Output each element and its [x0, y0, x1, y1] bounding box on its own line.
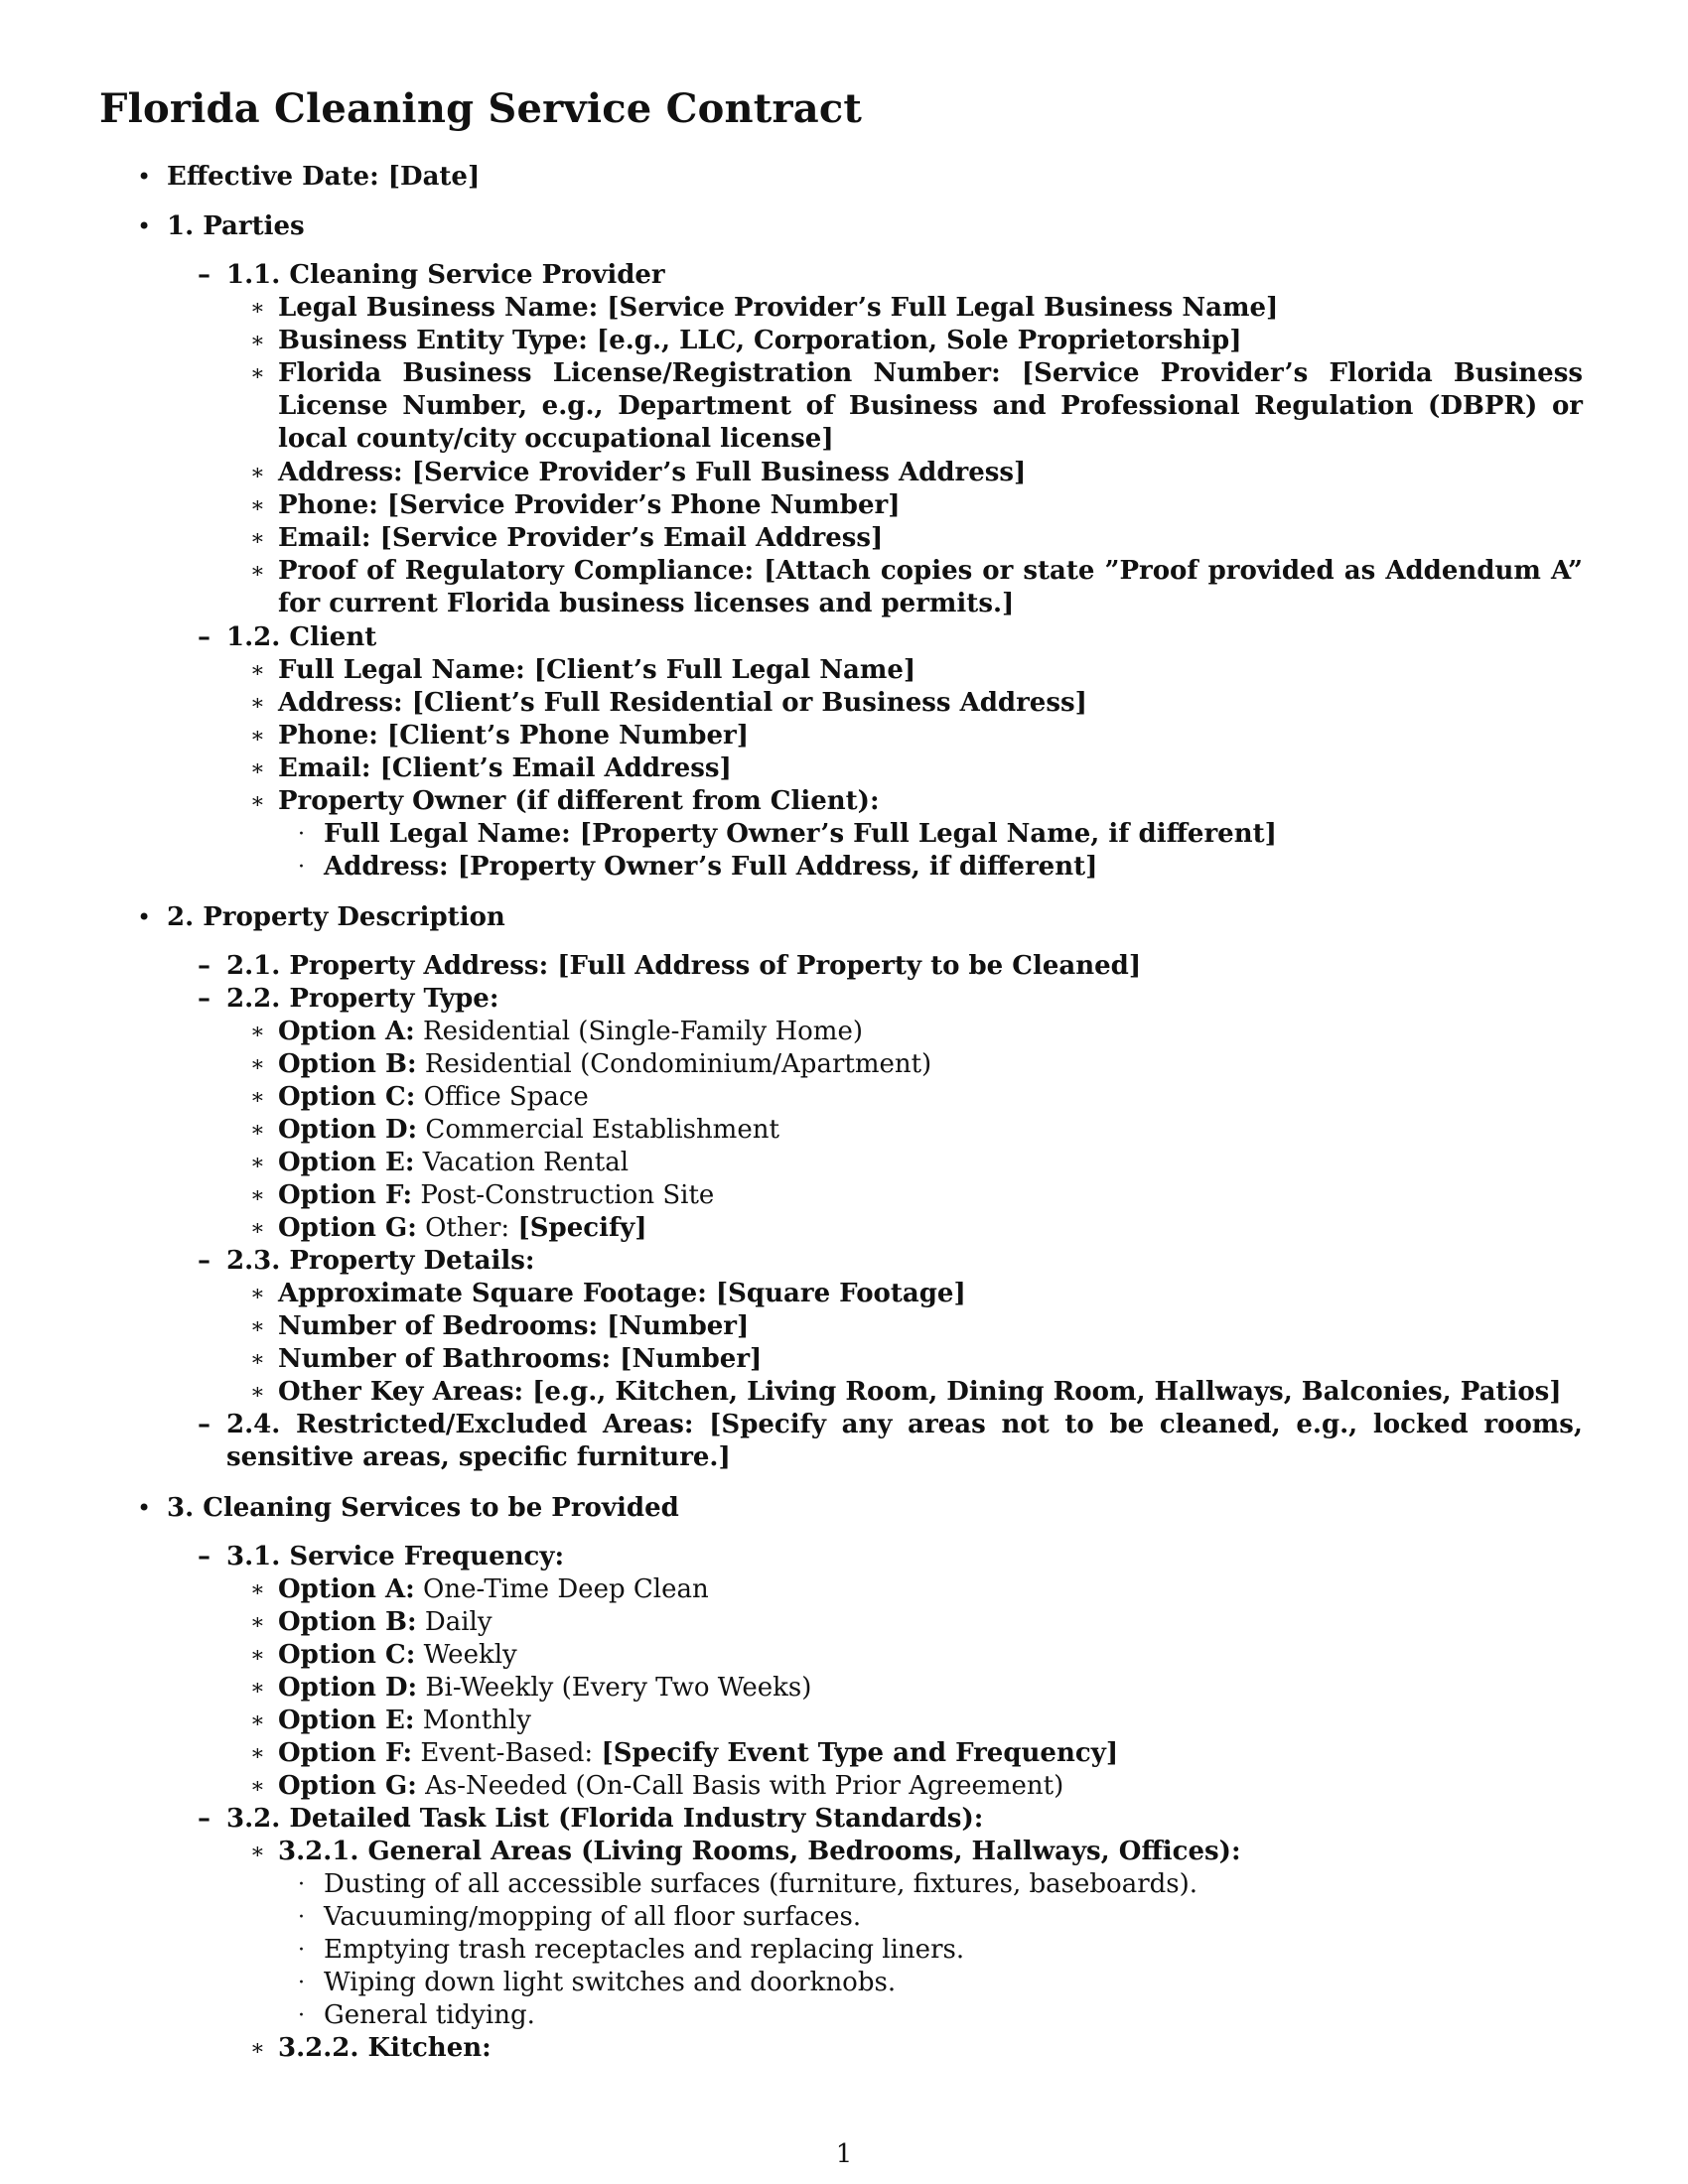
item-text: Vacation Rental: [414, 1148, 630, 1177]
outline-item: [278, 325, 1242, 357]
list-marker: ∗: [250, 1708, 265, 1733]
item-text: Bi-Weekly (Every Two Weeks): [417, 1673, 812, 1703]
list-marker: –: [198, 260, 211, 290]
list-marker: ∗: [250, 1676, 265, 1701]
list-marker: ·: [298, 855, 305, 880]
outline-item: [278, 1179, 714, 1212]
item-text: [Specify Event Type and Frequency]: [601, 1738, 1119, 1768]
outline-item: [278, 1737, 1118, 1770]
outline-item: [278, 1705, 531, 1737]
outline-item: [226, 621, 376, 654]
outline-item: [278, 1114, 779, 1147]
item-text: Number of Bathrooms: [Number]: [278, 1344, 763, 1374]
outline-item: [278, 654, 915, 687]
list-marker: ∗: [250, 1020, 265, 1044]
item-text: Option A:: [278, 1017, 415, 1046]
outline-item: [278, 1147, 629, 1179]
list-marker: ∗: [250, 1380, 265, 1405]
outline-item: [278, 1048, 931, 1081]
item-text: Post-Construction Site: [412, 1180, 715, 1210]
item-text: Phone: [Client’s Phone Number]: [278, 721, 750, 751]
outline-item: [226, 1409, 1583, 1474]
item-text: Option B:: [278, 1607, 417, 1637]
item-text: 2. Property Description: [167, 902, 505, 932]
item-text: Email: [Client’s Email Address]: [278, 753, 732, 783]
outline-item: [278, 457, 1026, 489]
item-text: 3.2.1. General Areas (Living Rooms, Bedrooms, Hallways, Offices):: [278, 1837, 1241, 1866]
list-marker: ∗: [250, 329, 265, 353]
list-marker: –: [198, 1410, 211, 1439]
outline-item: [226, 1541, 564, 1573]
item-text: Option G:: [278, 1213, 417, 1243]
item-text: Emptying trash receptacles and replacing liners.: [324, 1935, 965, 1965]
list-marker: •: [137, 1494, 152, 1522]
list-marker: ∗: [250, 526, 265, 551]
list-marker: –: [198, 622, 211, 652]
item-text: Proof of Regulatory Compliance: [Attach copies or state ”Proof provided as Addendum A” for current Florida business licenses and permits.]: [278, 556, 1583, 618]
item-text: Other Key Areas: [e.g., Kitchen, Living Room, Dining Room, Hallways, Balconies, Patios]: [278, 1377, 1562, 1407]
outline-item: [324, 1967, 896, 1999]
item-text: Office Space: [415, 1082, 589, 1112]
item-text: Address: [Property Owner’s Full Address, if different]: [324, 852, 1098, 882]
list-marker: –: [198, 984, 211, 1014]
item-text: 3.2. Detailed Task List (Florida Industry Standards):: [226, 1804, 984, 1834]
item-text: Dusting of all accessible surfaces (furniture, fixtures, baseboards).: [324, 1869, 1198, 1899]
item-text: 2.4. Restricted/Excluded Areas: [Specify any areas not to be cleaned, e.g., locked rooms, sensitive areas, specific furniture.]: [226, 1410, 1583, 1472]
outline-item: [278, 357, 1583, 456]
list-marker: ·: [298, 1872, 305, 1897]
outline-item: [278, 1770, 1063, 1803]
outline-item: [167, 161, 480, 194]
list-marker: ∗: [250, 789, 265, 814]
list-marker: –: [198, 1246, 211, 1276]
item-text: Option F:: [278, 1738, 413, 1768]
list-marker: ∗: [250, 691, 265, 716]
list-marker: ∗: [250, 724, 265, 749]
item-text: Approximate Square Footage: [Square Footage]: [278, 1279, 966, 1308]
item-text: General tidying.: [324, 2000, 535, 2030]
outline-item: [278, 292, 1278, 325]
list-marker: ∗: [250, 1052, 265, 1077]
list-marker: ∗: [250, 1840, 265, 1864]
list-marker: •: [137, 212, 152, 240]
list-marker: •: [137, 903, 152, 931]
outline-item: [278, 1376, 1562, 1409]
item-text: 2.3. Property Details:: [226, 1246, 535, 1276]
list-marker: ∗: [250, 1774, 265, 1799]
outline-item: [278, 687, 1087, 720]
item-text: Florida Business License/Registration Number: [Service Provider’s Florida Business License Number, e.g., Department of Business and Professional Regulation (DBPR) or local county/city occupational license]: [278, 358, 1583, 454]
list-marker: ∗: [250, 1577, 265, 1602]
outline-item: [278, 1606, 492, 1639]
list-marker: ∗: [250, 461, 265, 485]
list-marker: ∗: [250, 1741, 265, 1766]
outline-item: [226, 950, 1141, 983]
list-marker: –: [198, 1542, 211, 1571]
item-text: Option A:: [278, 1574, 415, 1604]
item-text: Option B:: [278, 1049, 417, 1079]
item-text: Property Owner (if different from Client):: [278, 786, 880, 816]
item-text: 2.1. Property Address: [Full Address of Property to be Cleaned]: [226, 951, 1142, 981]
item-text: Event-Based:: [412, 1738, 602, 1768]
item-text: 3. Cleaning Services to be Provided: [167, 1493, 679, 1523]
item-text: Residential (Single-Family Home): [414, 1017, 863, 1046]
outline-item: [278, 1573, 709, 1606]
outline-item: [278, 555, 1583, 620]
item-text: Option D:: [278, 1115, 418, 1145]
item-text: Wiping down light switches and doorknobs.: [324, 1968, 897, 1997]
outline-item: [278, 1212, 647, 1245]
list-marker: ∗: [250, 658, 265, 683]
outline-item: [278, 1639, 517, 1672]
outline-item: [324, 1934, 964, 1967]
item-text: Option E:: [278, 1148, 415, 1177]
item-text: Vacuuming/mopping of all floor surfaces.: [324, 1902, 862, 1932]
item-text: 3.2.2. Kitchen:: [278, 2033, 492, 2063]
item-text: As-Needed (On-Call Basis with Prior Agreement): [416, 1771, 1064, 1801]
list-marker: –: [198, 951, 211, 981]
outline-item: [324, 851, 1097, 884]
list-marker: ∗: [250, 1314, 265, 1339]
item-text: Option C:: [278, 1082, 416, 1112]
outline-item: [324, 1999, 535, 2032]
list-marker: ∗: [250, 361, 265, 386]
outline-item: [226, 983, 498, 1016]
item-text: Full Legal Name: [Property Owner’s Full Legal Name, if different]: [324, 819, 1277, 849]
item-text: Legal Business Name: [Service Provider’s Full Legal Business Name]: [278, 293, 1279, 323]
outline-item: [278, 522, 883, 555]
item-text: [Specify]: [517, 1213, 647, 1243]
list-marker: ∗: [250, 559, 265, 584]
outline-item: [226, 259, 665, 292]
outline-item: [226, 1803, 983, 1836]
list-marker: ∗: [250, 1643, 265, 1668]
item-text: Email: [Service Provider’s Email Address]: [278, 523, 884, 553]
item-text: Phone: [Service Provider’s Phone Number]: [278, 490, 901, 520]
outline-item: [278, 1836, 1241, 1868]
outline-item: [278, 720, 749, 752]
document-title: Florida Cleaning Service Contract: [99, 85, 863, 132]
item-text: One-Time Deep Clean: [414, 1574, 709, 1604]
outline-item: [278, 1081, 589, 1114]
list-marker: ∗: [250, 1610, 265, 1635]
item-text: Address: [Service Provider’s Full Business Address]: [278, 458, 1027, 487]
outline-item: [226, 1245, 534, 1278]
outline-item: [167, 1492, 679, 1525]
list-marker: –: [198, 1804, 211, 1834]
outline-item: [324, 818, 1277, 851]
list-marker: ·: [298, 822, 305, 847]
list-marker: ·: [298, 1905, 305, 1930]
list-marker: ·: [298, 1938, 305, 1963]
item-text: Option E:: [278, 1706, 415, 1735]
outline-item: [278, 785, 880, 818]
list-marker: ∗: [250, 493, 265, 518]
item-text: Effective Date: [Date]: [167, 162, 481, 192]
item-text: 3.1. Service Frequency:: [226, 1542, 565, 1571]
item-text: Option D:: [278, 1673, 418, 1703]
list-marker: ·: [298, 1971, 305, 1995]
list-marker: ∗: [250, 2036, 265, 2061]
list-marker: •: [137, 163, 152, 191]
item-text: 2.2. Property Type:: [226, 984, 499, 1014]
list-marker: ∗: [250, 1183, 265, 1208]
page-number: 1: [835, 2139, 853, 2169]
outline-item: [167, 901, 505, 934]
item-text: 1.2. Client: [226, 622, 377, 652]
list-marker: ∗: [250, 1216, 265, 1241]
item-text: Option G:: [278, 1771, 417, 1801]
item-text: Residential (Condominium/Apartment): [416, 1049, 932, 1079]
outline-item: [278, 1278, 966, 1310]
list-marker: ∗: [250, 1151, 265, 1175]
item-text: Commercial Establishment: [417, 1115, 779, 1145]
list-marker: ∗: [250, 756, 265, 781]
outline-item: [278, 1343, 762, 1376]
item-text: Weekly: [415, 1640, 517, 1670]
outline-item: [278, 489, 901, 522]
item-text: Option C:: [278, 1640, 416, 1670]
item-text: Number of Bedrooms: [Number]: [278, 1311, 750, 1341]
list-marker: ∗: [250, 1347, 265, 1372]
item-text: 1.1. Cleaning Service Provider: [226, 260, 665, 290]
outline-item: [278, 1016, 863, 1048]
outline-item: [324, 1901, 861, 1934]
item-text: Full Legal Name: [Client’s Full Legal Name]: [278, 655, 916, 685]
item-text: Option F:: [278, 1180, 413, 1210]
list-marker: ∗: [250, 1085, 265, 1110]
outline-item: [324, 1868, 1197, 1901]
item-text: Address: [Client’s Full Residential or Business Address]: [278, 688, 1087, 718]
outline-item: [278, 1310, 749, 1343]
item-text: Daily: [416, 1607, 492, 1637]
list-marker: ∗: [250, 1118, 265, 1143]
list-marker: ∗: [250, 296, 265, 321]
item-text: Business Entity Type: [e.g., LLC, Corporation, Sole Proprietorship]: [278, 326, 1242, 355]
outline-item: [278, 1672, 811, 1705]
item-text: Monthly: [414, 1706, 531, 1735]
outline-item: [278, 752, 732, 785]
list-marker: ∗: [250, 1282, 265, 1306]
list-marker: ·: [298, 2003, 305, 2028]
item-text: 1. Parties: [167, 211, 305, 241]
outline-item: [278, 2032, 492, 2065]
outline-item: [167, 210, 305, 243]
item-text: Other:: [416, 1213, 518, 1243]
